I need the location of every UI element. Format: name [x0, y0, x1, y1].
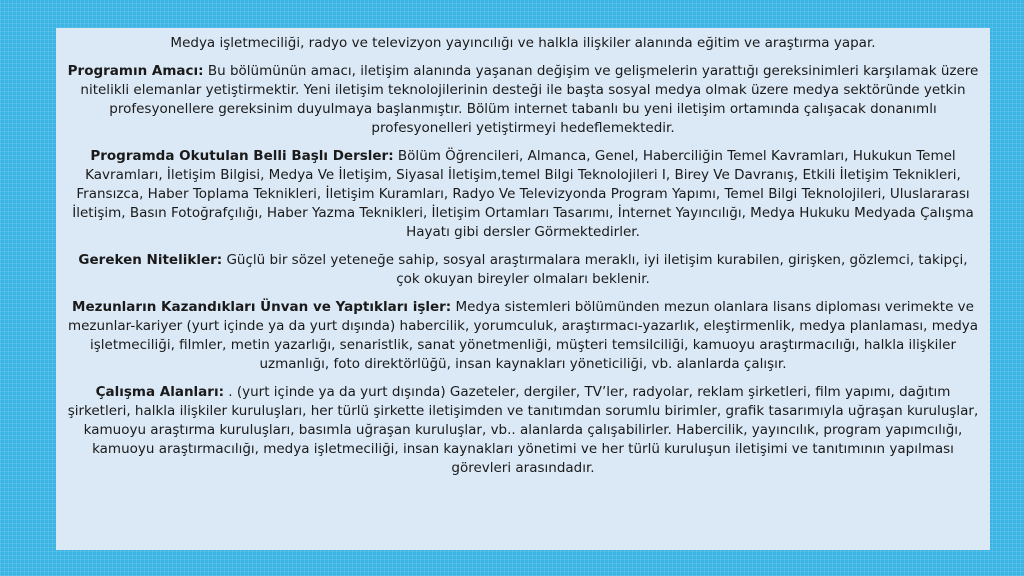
courses-label: Programda Okutulan Belli Başlı Dersler:	[90, 148, 394, 164]
graduate-titles-paragraph	[66, 298, 980, 374]
program-goal-paragraph	[66, 62, 980, 138]
program-goal-label: Programın Amacı:	[67, 63, 204, 79]
work-areas-paragraph	[66, 383, 980, 478]
qualifications-label: Gereken Nitelikler:	[78, 252, 223, 268]
qualifications-paragraph	[66, 251, 980, 289]
graduate-titles-label: Mezunların Kazandıkları Ünvan ve Yaptıkları işler:	[72, 299, 452, 315]
graduate-titles-text: Medya sistemleri bölümünden mezun olanlara lisans diploması verimekte ve mezunlar-kariyer (yurt içinde ya da yurt dışında) habercilik, yorumculuk, araştırmacı-yazarlık, eleştirmenlik, medya planlaması, medya işletmeciliği, filmler, metin yazarlığı, senaristlik, sanat yönetmenliği, müşteri temsilciliği, kamuoyu araştırmacılığı, halkla ilişkiler uzmanlığı, foto direktörlüğü, insan kaynakları yöneticiliği, vb. alanlarda çalışır.	[67, 299, 979, 372]
courses-paragraph	[66, 147, 980, 242]
content-panel	[56, 28, 990, 550]
work-areas-text: . (yurt içinde ya da yurt dışında) Gazeteler, dergiler, TV’ler, radyolar, reklam şirketleri, film yapımı, dağıtım şirketleri, halkla ilişkiler kuruluşları, her türlü şirkette iletişimden ve tanıtımdan sorumlu birimler, grafik tasarımıyla uğraşan kuruluşlar, kamuoyu araştırma kuruluşları, basımla uğraşan kuruluşlar, vb.. alanlarda çalışabilirler. Habercilik, yayıncılık, program yapımcılığı, kamuoyu araştırmacılığı, medya işletmeciliği, insan kaynakları yönetimi ve her türlü kuruluşun iletişimi ve tanıtımının yapılması görevleri arasındadır.	[67, 384, 979, 476]
intro-paragraph: Medya işletmeciliği, radyo ve televizyon yayıncılığı ve halkla ilişkiler alanında eğitim ve araştırma yapar.	[170, 35, 876, 51]
work-areas-label: Çalışma Alanları:	[95, 384, 224, 400]
courses-text: Bölüm Öğrencileri, Almanca, Genel, Haberciliğin Temel Kavramları, Hukukun Temel Kavramları, İletişim Bilgisi, Medya Ve İletişim, Siyasal İletişim,temel Bilgi Teknolojileri I, Birey Ve Davranış, Etkili İletişim Teknikleri, Fransızca, Haber Toplama Teknikleri, İletişim Kuramları, Radyo Ve Televizyonda Program Yapımı, Temel Bilgi Teknolojileri, Uluslararası İletişim, Basın Fotoğrafçılığı, Haber Yazma Teknikleri, İletişim Ortamları Tasarımı, İnternet Yayıncılığı, Medya Hukuku Medyada Çalışma Hayatı gibi dersler Görmektedirler.	[72, 148, 974, 240]
program-goal-text: Bu bölümünün amacı, iletişim alanında yaşanan değişim ve gelişmelerin yarattığı gereksinimleri karşılamak üzere nitelikli elemanlar yetiştirmektir. Yeni iletişim teknolojilerinin desteği ile başta sosyal medya olmak üzere medya sektöründe yetkin profesyonellere gereksinim duyulmaya başlanmıştır. Bölüm internet tabanlı bu yeni iletişim ortamında çalışacak donanımlı profesyonelleri yetiştirmeyi hedeflemektedir.	[80, 63, 979, 136]
qualifications-text: Güçlü bir sözel yeteneğe sahip, sosyal araştırmalara meraklı, iyi iletişim kurabilen, girişken, gözlemci, takipçi, çok okuyan bireyler olmaları beklenir.	[222, 252, 968, 287]
